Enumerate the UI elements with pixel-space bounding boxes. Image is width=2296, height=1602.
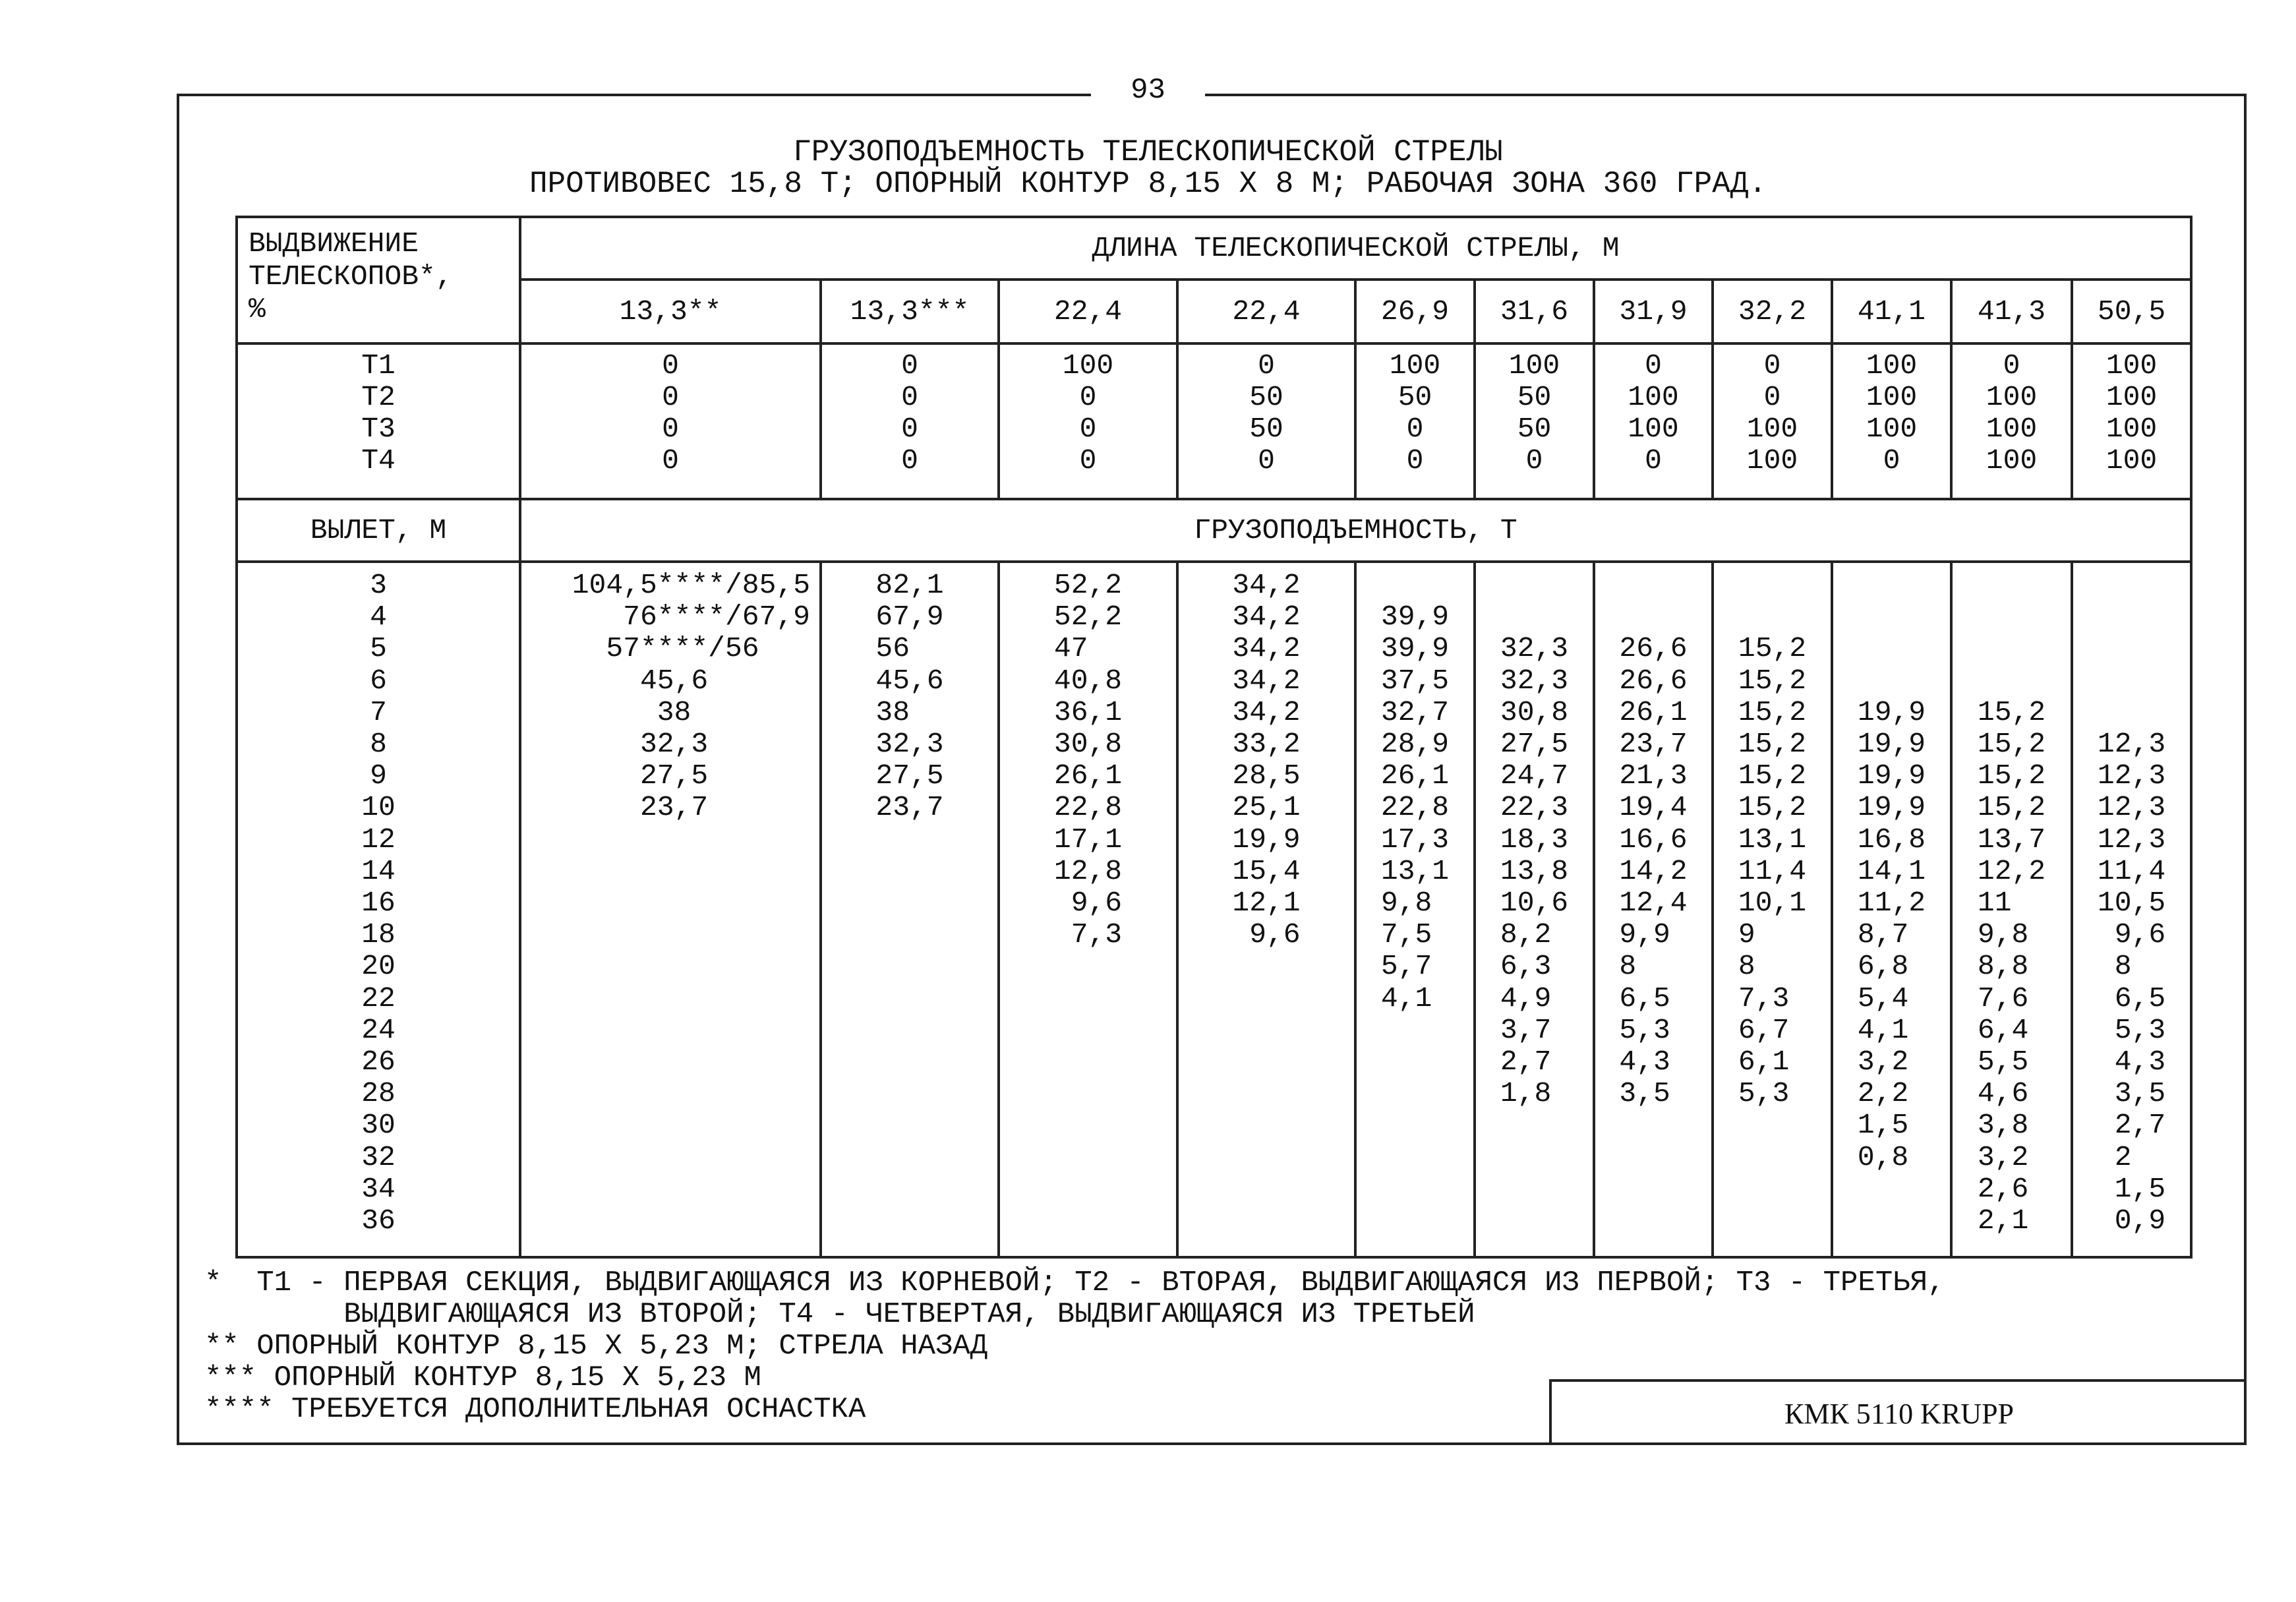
capacity-values: 32,3 32,3 30,8 27,5 24,7 22,3 18,3 13,8 10,6 8,2 6,3 4,9 3,7 2,7 1,8 [1475, 562, 1594, 1257]
telescope-values: 100 100 100 100 [2072, 343, 2191, 499]
radius-header: ВЫЛЕТ, М [237, 499, 520, 562]
capacity-values: 26,6 26,6 26,1 23,7 21,3 19,4 16,6 14,2 12,4 9,9 8 6,5 5,3 4,3 3,5 [1594, 562, 1713, 1257]
radius-values: 3 4 5 6 7 8 9 10 12 14 16 18 20 22 24 26 28 30 32 34 36 [237, 562, 520, 1257]
boom-length-cell: 41,1 [1832, 280, 1951, 343]
page-number: 93 [0, 74, 2296, 107]
telescope-values: 100 100 100 0 [1832, 343, 1951, 499]
boom-length-cell: 50,5 [2072, 280, 2191, 343]
capacity-row [237, 562, 2191, 1257]
boom-length-cell: 13,3** [520, 280, 821, 343]
capacity-values: 12,3 12,3 12,3 12,3 11,4 10,5 9,6 8 6,5 5,3 4,3 3,5 2,7 2 1,5 0,9 [2072, 562, 2191, 1257]
capacity-values: 82,1 67,9 56 45,6 38 32,3 27,5 23,7 [821, 562, 999, 1257]
boom-length-cell: 26,9 [1355, 280, 1475, 343]
telescope-values: 100 0 0 0 [999, 343, 1177, 499]
boom-length-cell: 31,6 [1475, 280, 1594, 343]
telescope-labels: Т1 Т2 Т3 Т4 [237, 343, 520, 499]
boom-length-header: ДЛИНА ТЕЛЕСКОПИЧЕСКОЙ СТРЕЛЫ, М [520, 217, 2191, 280]
capacity-values: 52,2 52,2 47 40,8 36,1 30,8 26,1 22,8 17,1 12,8 9,6 7,3 [999, 562, 1177, 1257]
capacity-values: 104,5****/85,5 76****/67,9 57****/56 45,6 38 32,3 27,5 23,7 [520, 562, 821, 1257]
boom-length-cell: 32,2 [1713, 280, 1832, 343]
boom-length-cell: 13,3*** [821, 280, 999, 343]
boom-length-cell: 22,4 [999, 280, 1177, 343]
title-block: КМК 5110 KRUPP [1549, 1379, 2247, 1445]
capacity-values: 39,9 39,9 37,5 32,7 28,9 26,1 22,8 17,3 13,1 9,8 7,5 5,7 4,1 [1355, 562, 1475, 1257]
telescope-extension-header: ВЫДВИЖЕНИЕ ТЕЛЕСКОПОВ*, % [237, 217, 520, 343]
telescope-values: 100 50 0 0 [1355, 343, 1475, 499]
telescope-values: 100 50 50 0 [1475, 343, 1594, 499]
table-subtitle: ПРОТИВОВЕС 15,8 Т; ОПОРНЫЙ КОНТУР 8,15 Х 8 М; РАБОЧАЯ ЗОНА 360 ГРАД. [529, 167, 1767, 201]
capacity-values: 15,2 15,2 15,2 15,2 15,2 15,2 13,1 11,4 10,1 9 8 7,3 6,7 6,1 5,3 [1713, 562, 1832, 1257]
footnotes: * Т1 - ПЕРВАЯ СЕКЦИЯ, ВЫДВИГАЮЩАЯСЯ ИЗ КОРНЕВОЙ; Т2 - ВТОРАЯ, ВЫДВИГАЮЩАЯСЯ ИЗ ПЕРВОЙ; Т3 - ТРЕТЬЯ, ВЫДВИГАЮЩАЯСЯ ИЗ ВТОРОЙ; Т4 - ЧЕТВЕРТАЯ, ВЫДВИГАЮЩАЯСЯ ИЗ ТРЕТЬЕЙ ** ОПОРНЫЙ КОНТУР 8,15 Х 5,23 М; СТРЕЛА НАЗАД *** ОПОРНЫЙ КОНТУР 8,15 Х 5,23 М **** ТРЕБУЕТСЯ ДОПОЛНИТЕЛЬНАЯ ОСНАСТКА [204, 1266, 1945, 1426]
telescope-values: 0 0 0 0 [821, 343, 999, 499]
capacity-header: ГРУЗОПОДЪЕМНОСТЬ, Т [520, 499, 2191, 562]
capacity-values: 15,2 15,2 15,2 15,2 13,7 12,2 11 9,8 8,8 7,6 6,4 5,5 4,6 3,8 3,2 2,6 2,1 [1951, 562, 2072, 1257]
telescope-values: 0 100 100 0 [1594, 343, 1713, 499]
boom-length-cell: 22,4 [1177, 280, 1355, 343]
capacity-values: 19,9 19,9 19,9 19,9 16,8 14,1 11,2 8,7 6,8 5,4 4,1 3,2 2,2 1,5 0,8 [1832, 562, 1951, 1257]
boom-length-cell: 41,3 [1951, 280, 2072, 343]
boom-length-row [237, 280, 2191, 343]
telescope-values: 0 0 0 0 [520, 343, 821, 499]
boom-length-cell: 31,9 [1594, 280, 1713, 343]
telescope-values: 0 0 100 100 [1713, 343, 1832, 499]
load-capacity-table [235, 216, 2193, 1259]
capacity-values: 34,2 34,2 34,2 34,2 34,2 33,2 28,5 25,1 19,9 15,4 12,1 9,6 [1177, 562, 1355, 1257]
telescope-values: 0 100 100 100 [1951, 343, 2072, 499]
telescope-extension-row [237, 343, 2191, 499]
telescope-values: 0 50 50 0 [1177, 343, 1355, 499]
table-title: ГРУЗОПОДЪЕМНОСТЬ ТЕЛЕСКОПИЧЕСКОЙ СТРЕЛЫ [793, 135, 1503, 169]
